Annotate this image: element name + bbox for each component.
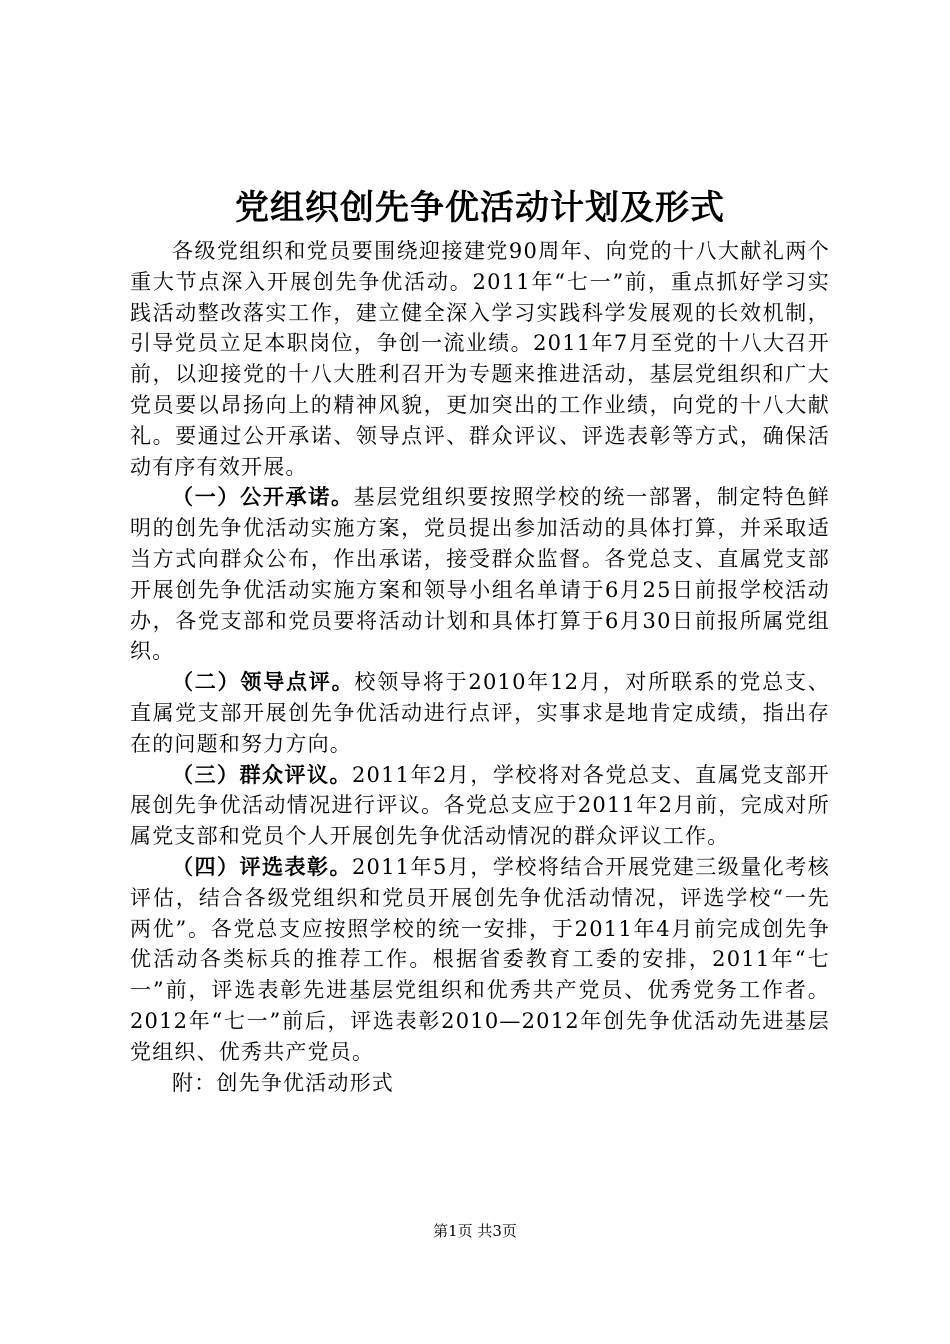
- intro-paragraph: 各级党组织和党员要围绕迎接建党90周年、向党的十八大献礼两个重大节点深入开展创先争优活动。2011年“七一”前，重点抓好学习实践活动整改落实工作，建立健全深入学习实践科学发展观的长效机制，引导党员立足本职岗位，争创一流业绩。2011年7月至党的十八大召开前，以迎接党的十八大胜利召开为专题来推进活动，基层党组织和广大党员要以昂扬向上的精神风貌，更加突出的工作业绩，向党的十八大献礼。要通过公开承诺、领导点评、群众评议、评选表彰等方式，确保活动有序有效开展。: [130, 239, 830, 479]
- section-heading: （二）领导点评。: [172, 670, 355, 695]
- section-text: 2011年2月，学校将对各党总支、直属党支部开展创先争优活动情况进行评议。各党总支应于2011年2月前，完成对所属党支部和党员个人开展创先争优活动情况的群众评议工作。: [130, 762, 830, 849]
- appendix-line: 附：创先争优活动形式: [172, 1070, 394, 1095]
- document-body: [130, 236, 830, 1098]
- section-text: 2011年5月，学校将结合开展党建三级量化考核评估，结合各级党组织和党员开展创先争优活动情况，评选学校“一先两优”。各党总支应按照学校的统一安排，于2011年4月前完成创先争优活动各类标兵的推荐工作。根据省委教育工委的安排，2011年“七一”前，评选表彰先进基层党组织和优秀共产党员、优秀党务工作者。2012年“七一”前后，评选表彰2010—2012年创先争优活动先进基层党组织、优秀共产党员。: [130, 854, 830, 1064]
- section-text: 基层党组织要按照学校的统一部署，制定特色鲜明的创先争优活动实施方案，党员提出参加活动的具体打算，并采取适当方式向群众公布，作出承诺，接受群众监督。各党总支、直属党支部开展创先争优活动实施方案和领导小组名单请于6月25日前报学校活动办，各党支部和党员要将活动计划和具体打算于6月30日前报所属党组织。: [130, 485, 830, 664]
- section-heading: （一）公开承诺。: [172, 485, 354, 510]
- section-selection-commendation: [130, 852, 830, 1068]
- page-footer: 第1页 共3页: [433, 1222, 517, 1240]
- section-heading: （三）群众评议。: [172, 762, 352, 787]
- section-public-commitment: [130, 482, 830, 667]
- section-heading: （四）评选表彰。: [172, 854, 352, 879]
- section-leader-review: [130, 667, 830, 759]
- document-title: 党组织创先争优活动计划及形式: [235, 188, 725, 228]
- section-public-evaluation: [130, 760, 830, 852]
- section-text: 校领导将于2010年12月，对所联系的党总支、直属党支部开展创先争优活动进行点评，实事求是地肯定成绩，指出存在的问题和努力方向。: [130, 670, 831, 756]
